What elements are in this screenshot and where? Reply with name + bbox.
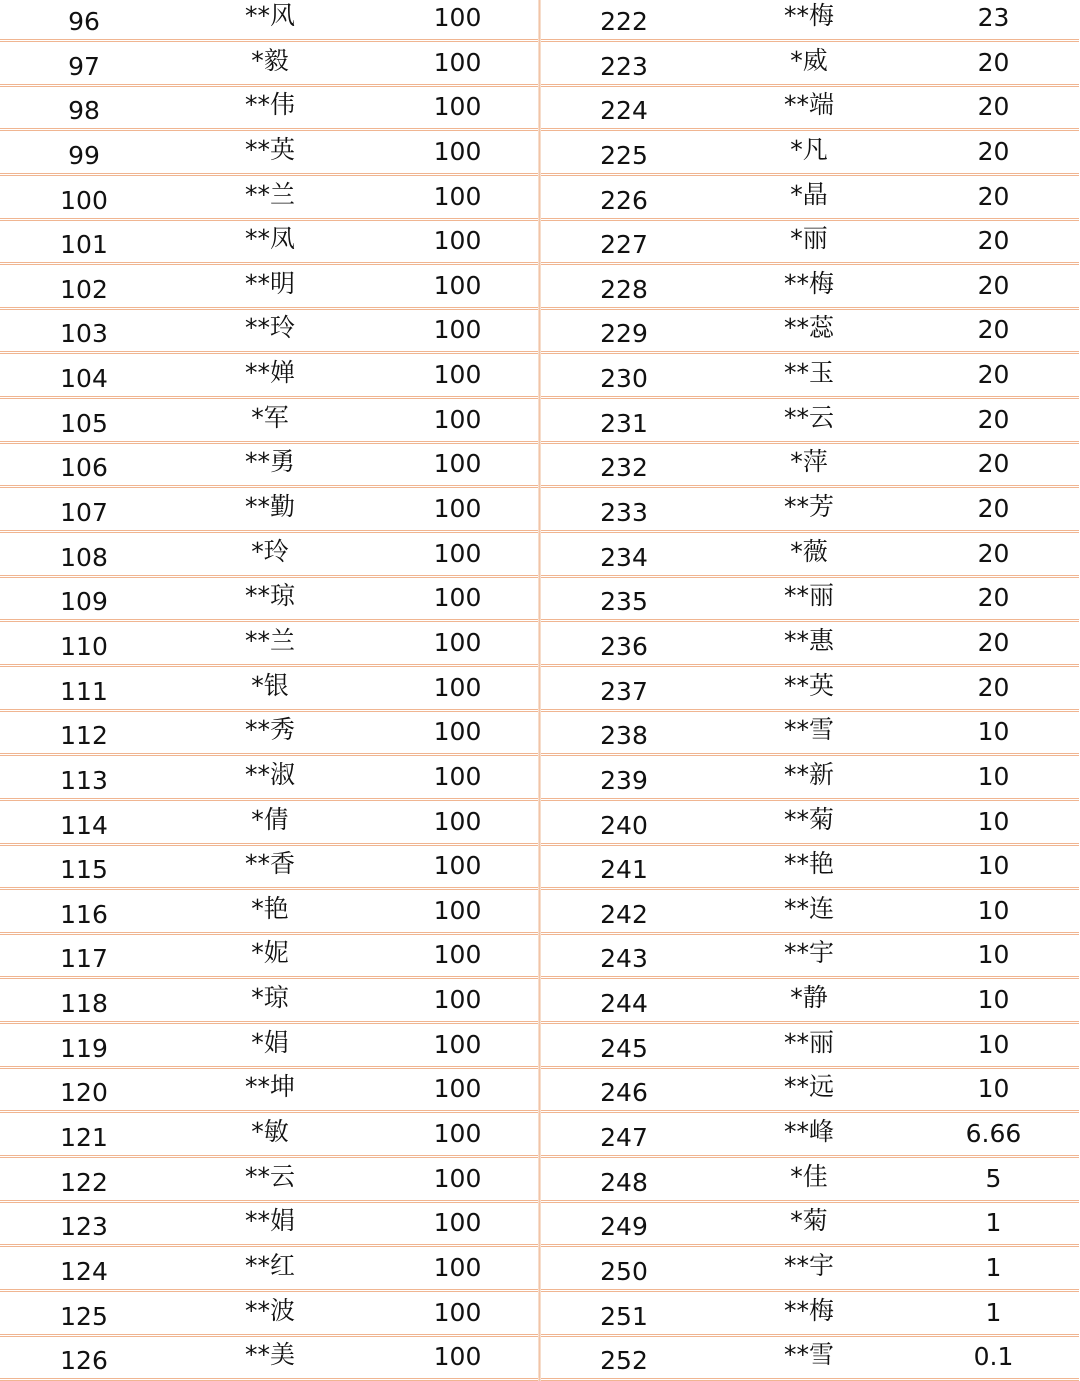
- table-row: [0, 87, 538, 132]
- serial-number-cell: 242: [600, 899, 648, 929]
- amount-cell: 100: [433, 360, 482, 390]
- serial-number-cell: 119: [60, 1033, 108, 1063]
- table-row: [541, 667, 1079, 712]
- serial-number-cell: 235: [600, 587, 648, 617]
- amount-cell: 20: [977, 449, 1010, 479]
- donor-name-cell: **英: [783, 670, 834, 700]
- serial-number-cell: 241: [600, 855, 648, 885]
- amount-cell: 100: [433, 895, 482, 925]
- amount-cell: 100: [433, 181, 482, 211]
- table-row: [0, 488, 538, 533]
- amount-cell: 20: [977, 494, 1010, 524]
- serial-number-cell: 249: [600, 1212, 648, 1242]
- donor-name-cell: **玉: [783, 358, 834, 388]
- serial-number-cell: 224: [600, 96, 648, 126]
- amount-cell: 100: [433, 1208, 482, 1238]
- donor-name-cell: *军: [251, 402, 289, 432]
- serial-number-cell: 107: [60, 498, 108, 528]
- amount-cell: 20: [977, 404, 1010, 434]
- amount-cell: 20: [977, 360, 1010, 390]
- table-row: [541, 444, 1079, 489]
- donor-name-cell: *佳: [790, 1161, 828, 1191]
- donor-name-cell: *倩: [251, 804, 289, 834]
- table-row: [541, 1158, 1079, 1203]
- amount-cell: 10: [977, 761, 1010, 791]
- donor-name-cell: **连: [783, 893, 834, 923]
- amount-cell: 100: [433, 1074, 482, 1104]
- table-row: [0, 0, 538, 42]
- serial-number-cell: 226: [600, 185, 648, 215]
- serial-number-cell: 125: [60, 1301, 108, 1331]
- donor-name-cell: *萍: [790, 447, 828, 477]
- serial-number-cell: 120: [60, 1078, 108, 1108]
- serial-number-cell: 239: [600, 765, 648, 795]
- donor-name-cell: **香: [244, 849, 295, 879]
- donor-name-cell: *静: [790, 983, 828, 1013]
- table-row: [0, 935, 538, 980]
- donor-name-cell: *毅: [251, 45, 289, 75]
- donor-name-cell: *敏: [251, 1117, 289, 1147]
- donor-table-right: [541, 0, 1079, 1381]
- serial-number-cell: 244: [600, 989, 648, 1019]
- amount-cell: 100: [433, 494, 482, 524]
- serial-number-cell: 118: [60, 989, 108, 1019]
- serial-number-cell: 248: [600, 1167, 648, 1197]
- serial-number-cell: 108: [60, 542, 108, 572]
- donor-name-cell: *妮: [251, 938, 289, 968]
- serial-number-cell: 110: [60, 631, 108, 661]
- amount-cell: 100: [433, 1119, 482, 1149]
- serial-number-cell: 109: [60, 587, 108, 617]
- table-row: [541, 399, 1079, 444]
- amount-cell: 100: [433, 1342, 482, 1372]
- amount-cell: 20: [977, 538, 1010, 568]
- serial-number-cell: 123: [60, 1212, 108, 1242]
- table-row: [541, 578, 1079, 623]
- table-row: [0, 1292, 538, 1337]
- table-row: [0, 1203, 538, 1248]
- amount-cell: 100: [433, 851, 482, 881]
- serial-number-cell: 115: [60, 855, 108, 885]
- table-row: [0, 1024, 538, 1069]
- table-row: [0, 310, 538, 355]
- table-row: [541, 622, 1079, 667]
- amount-cell: 100: [433, 940, 482, 970]
- serial-number-cell: 114: [60, 810, 108, 840]
- serial-number-cell: 238: [600, 721, 648, 751]
- donor-name-cell: **雪: [783, 1340, 834, 1370]
- donor-name-cell: **明: [244, 268, 295, 298]
- amount-cell: 100: [433, 985, 482, 1015]
- table-row: [0, 42, 538, 87]
- serial-number-cell: 230: [600, 364, 648, 394]
- serial-number-cell: 117: [60, 944, 108, 974]
- amount-cell: 10: [977, 717, 1010, 747]
- donor-name-cell: **婵: [244, 358, 295, 388]
- serial-number-cell: 102: [60, 274, 108, 304]
- donor-name-cell: **坤: [244, 1072, 295, 1102]
- serial-number-cell: 96: [68, 7, 100, 36]
- donor-name-cell: **勇: [244, 447, 295, 477]
- amount-cell: 100: [433, 404, 482, 434]
- amount-cell: 10: [977, 1074, 1010, 1104]
- donor-name-cell: **丽: [783, 581, 834, 611]
- table-row: [541, 712, 1079, 757]
- amount-cell: 1: [985, 1208, 1002, 1238]
- table-row: [541, 488, 1079, 533]
- donor-name-cell: **宇: [783, 1250, 834, 1280]
- amount-cell: 20: [977, 92, 1010, 122]
- donor-name-cell: *薇: [790, 536, 828, 566]
- amount-cell: 20: [977, 181, 1010, 211]
- serial-number-cell: 106: [60, 453, 108, 483]
- table-row: [0, 221, 538, 266]
- donor-name-cell: **云: [244, 1161, 295, 1191]
- donor-name-cell: *威: [790, 45, 828, 75]
- serial-number-cell: 240: [600, 810, 648, 840]
- donor-name-cell: **芳: [783, 492, 834, 522]
- donor-name-cell: **梅: [783, 1295, 834, 1325]
- serial-number-cell: 121: [60, 1123, 108, 1153]
- donor-name-cell: **伟: [244, 90, 295, 120]
- donor-name-cell: **波: [244, 1295, 295, 1325]
- amount-cell: 100: [433, 717, 482, 747]
- donor-name-cell: **秀: [244, 715, 295, 745]
- amount-cell: 20: [977, 583, 1010, 613]
- amount-cell: 100: [433, 583, 482, 613]
- table-row: [541, 935, 1079, 980]
- table-row: [541, 1203, 1079, 1248]
- amount-cell: 100: [433, 672, 482, 702]
- donor-name-cell: **美: [244, 1340, 295, 1370]
- serial-number-cell: 111: [60, 676, 108, 706]
- table-row: [0, 801, 538, 846]
- serial-number-cell: 236: [600, 631, 648, 661]
- table-row: [0, 712, 538, 757]
- amount-cell: 100: [433, 1163, 482, 1193]
- table-row: [0, 265, 538, 310]
- serial-number-cell: 250: [600, 1256, 648, 1286]
- table-row: [0, 131, 538, 176]
- serial-number-cell: 223: [600, 51, 648, 81]
- serial-number-cell: 237: [600, 676, 648, 706]
- table-row: [541, 533, 1079, 578]
- amount-cell: 5: [985, 1163, 1002, 1193]
- amount-cell: 6.66: [965, 1119, 1022, 1149]
- donor-table-left: [0, 0, 538, 1381]
- table-row: [0, 1113, 538, 1158]
- donor-name-cell: **风: [244, 1, 295, 30]
- amount-cell: 10: [977, 985, 1010, 1015]
- amount-cell: 100: [433, 761, 482, 791]
- table-row: [541, 221, 1079, 266]
- serial-number-cell: 251: [600, 1301, 648, 1331]
- serial-number-cell: 104: [60, 364, 108, 394]
- donor-name-cell: **峰: [783, 1117, 834, 1147]
- donor-name-cell: **兰: [244, 625, 295, 655]
- donor-name-cell: *娟: [251, 1027, 289, 1057]
- table-row: [541, 0, 1079, 42]
- amount-cell: 100: [433, 806, 482, 836]
- serial-number-cell: 124: [60, 1256, 108, 1286]
- table-row: [541, 265, 1079, 310]
- amount-cell: 10: [977, 895, 1010, 925]
- table-row: [541, 756, 1079, 801]
- amount-cell: 100: [433, 538, 482, 568]
- table-row: [541, 1337, 1079, 1381]
- table-row: [541, 131, 1079, 176]
- amount-cell: 20: [977, 672, 1010, 702]
- table-row: [0, 1247, 538, 1292]
- donor-name-cell: *艳: [251, 893, 289, 923]
- serial-number-cell: 229: [600, 319, 648, 349]
- table-row: [541, 354, 1079, 399]
- serial-number-cell: 252: [600, 1346, 648, 1376]
- donor-name-cell: **淑: [244, 759, 295, 789]
- donor-name-cell: **梅: [783, 268, 834, 298]
- amount-cell: 100: [433, 136, 482, 166]
- donor-name-cell: **蕊: [783, 313, 834, 343]
- table-row: [541, 1292, 1079, 1337]
- table-row: [0, 979, 538, 1024]
- amount-cell: 10: [977, 806, 1010, 836]
- serial-number-cell: 246: [600, 1078, 648, 1108]
- donor-name-cell: **端: [783, 90, 834, 120]
- serial-number-cell: 116: [60, 899, 108, 929]
- table-row: [0, 846, 538, 891]
- table-row: [541, 176, 1079, 221]
- serial-number-cell: 228: [600, 274, 648, 304]
- amount-cell: 0.1: [973, 1342, 1014, 1372]
- donor-name-cell: *晶: [790, 179, 828, 209]
- donor-name-cell: **英: [244, 134, 295, 164]
- table-row: [0, 533, 538, 578]
- serial-number-cell: 112: [60, 721, 108, 751]
- serial-number-cell: 97: [68, 51, 100, 81]
- table-row: [0, 399, 538, 444]
- serial-number-cell: 227: [600, 230, 648, 260]
- table-row: [541, 890, 1079, 935]
- serial-number-cell: 222: [600, 7, 648, 36]
- serial-number-cell: 101: [60, 230, 108, 260]
- amount-cell: 100: [433, 92, 482, 122]
- donor-name-cell: **丽: [783, 1027, 834, 1057]
- amount-cell: 100: [433, 47, 482, 77]
- donor-name-cell: *琼: [251, 983, 289, 1013]
- table-row: [541, 87, 1079, 132]
- table-row: [0, 176, 538, 221]
- serial-number-cell: 231: [600, 408, 648, 438]
- serial-number-cell: 243: [600, 944, 648, 974]
- amount-cell: 23: [977, 3, 1010, 32]
- serial-number-cell: 98: [68, 96, 100, 126]
- amount-cell: 10: [977, 940, 1010, 970]
- table-row: [0, 354, 538, 399]
- serial-number-cell: 126: [60, 1346, 108, 1376]
- table-row: [0, 444, 538, 489]
- amount-cell: 100: [433, 627, 482, 657]
- amount-cell: 1: [985, 1252, 1002, 1282]
- donor-name-cell: **宇: [783, 938, 834, 968]
- table-row: [0, 1337, 538, 1381]
- table-row: [0, 756, 538, 801]
- amount-cell: 100: [433, 1029, 482, 1059]
- table-row: [541, 979, 1079, 1024]
- serial-number-cell: 100: [60, 185, 108, 215]
- serial-number-cell: 105: [60, 408, 108, 438]
- donor-name-cell: **云: [783, 402, 834, 432]
- serial-number-cell: 113: [60, 765, 108, 795]
- donor-name-cell: **玲: [244, 313, 295, 343]
- table-row: [541, 310, 1079, 355]
- amount-cell: 10: [977, 851, 1010, 881]
- table-row: [541, 1113, 1079, 1158]
- table-row: [0, 667, 538, 712]
- donor-name-cell: **新: [783, 759, 834, 789]
- donor-name-cell: **梅: [783, 1, 834, 30]
- amount-cell: 100: [433, 270, 482, 300]
- donor-name-cell: **琼: [244, 581, 295, 611]
- serial-number-cell: 234: [600, 542, 648, 572]
- donor-name-cell: **远: [783, 1072, 834, 1102]
- donor-name-cell: *凡: [790, 134, 828, 164]
- donor-name-cell: *玲: [251, 536, 289, 566]
- table-row: [541, 42, 1079, 87]
- amount-cell: 100: [433, 226, 482, 256]
- amount-cell: 100: [433, 1297, 482, 1327]
- serial-number-cell: 122: [60, 1167, 108, 1197]
- table-row: [541, 846, 1079, 891]
- amount-cell: 10: [977, 1029, 1010, 1059]
- donor-name-cell: **兰: [244, 179, 295, 209]
- table-row: [541, 1024, 1079, 1069]
- amount-cell: 100: [433, 3, 482, 32]
- amount-cell: 20: [977, 136, 1010, 166]
- amount-cell: 100: [433, 449, 482, 479]
- donor-name-cell: **凤: [244, 224, 295, 254]
- table-row: [0, 622, 538, 667]
- donor-name-cell: **勤: [244, 492, 295, 522]
- donor-name-cell: **雪: [783, 715, 834, 745]
- donor-name-cell: *丽: [790, 224, 828, 254]
- serial-number-cell: 232: [600, 453, 648, 483]
- table-row: [541, 1069, 1079, 1114]
- table-row: [541, 1247, 1079, 1292]
- amount-cell: 20: [977, 270, 1010, 300]
- table-row: [0, 890, 538, 935]
- serial-number-cell: 103: [60, 319, 108, 349]
- serial-number-cell: 245: [600, 1033, 648, 1063]
- donor-name-cell: **红: [244, 1250, 295, 1280]
- donor-name-cell: *菊: [790, 1206, 828, 1236]
- amount-cell: 100: [433, 1252, 482, 1282]
- donor-name-cell: *银: [251, 670, 289, 700]
- table-row: [0, 1069, 538, 1114]
- amount-cell: 20: [977, 47, 1010, 77]
- serial-number-cell: 99: [68, 140, 100, 170]
- table-row: [541, 801, 1079, 846]
- serial-number-cell: 225: [600, 140, 648, 170]
- amount-cell: 100: [433, 315, 482, 345]
- serial-number-cell: 233: [600, 498, 648, 528]
- table-row: [0, 578, 538, 623]
- donor-name-cell: **艳: [783, 849, 834, 879]
- donor-name-cell: **惠: [783, 625, 834, 655]
- amount-cell: 20: [977, 226, 1010, 256]
- amount-cell: 20: [977, 315, 1010, 345]
- amount-cell: 20: [977, 627, 1010, 657]
- donor-name-cell: **娟: [244, 1206, 295, 1236]
- table-row: [0, 1158, 538, 1203]
- serial-number-cell: 247: [600, 1123, 648, 1153]
- amount-cell: 1: [985, 1297, 1002, 1327]
- donor-name-cell: **菊: [783, 804, 834, 834]
